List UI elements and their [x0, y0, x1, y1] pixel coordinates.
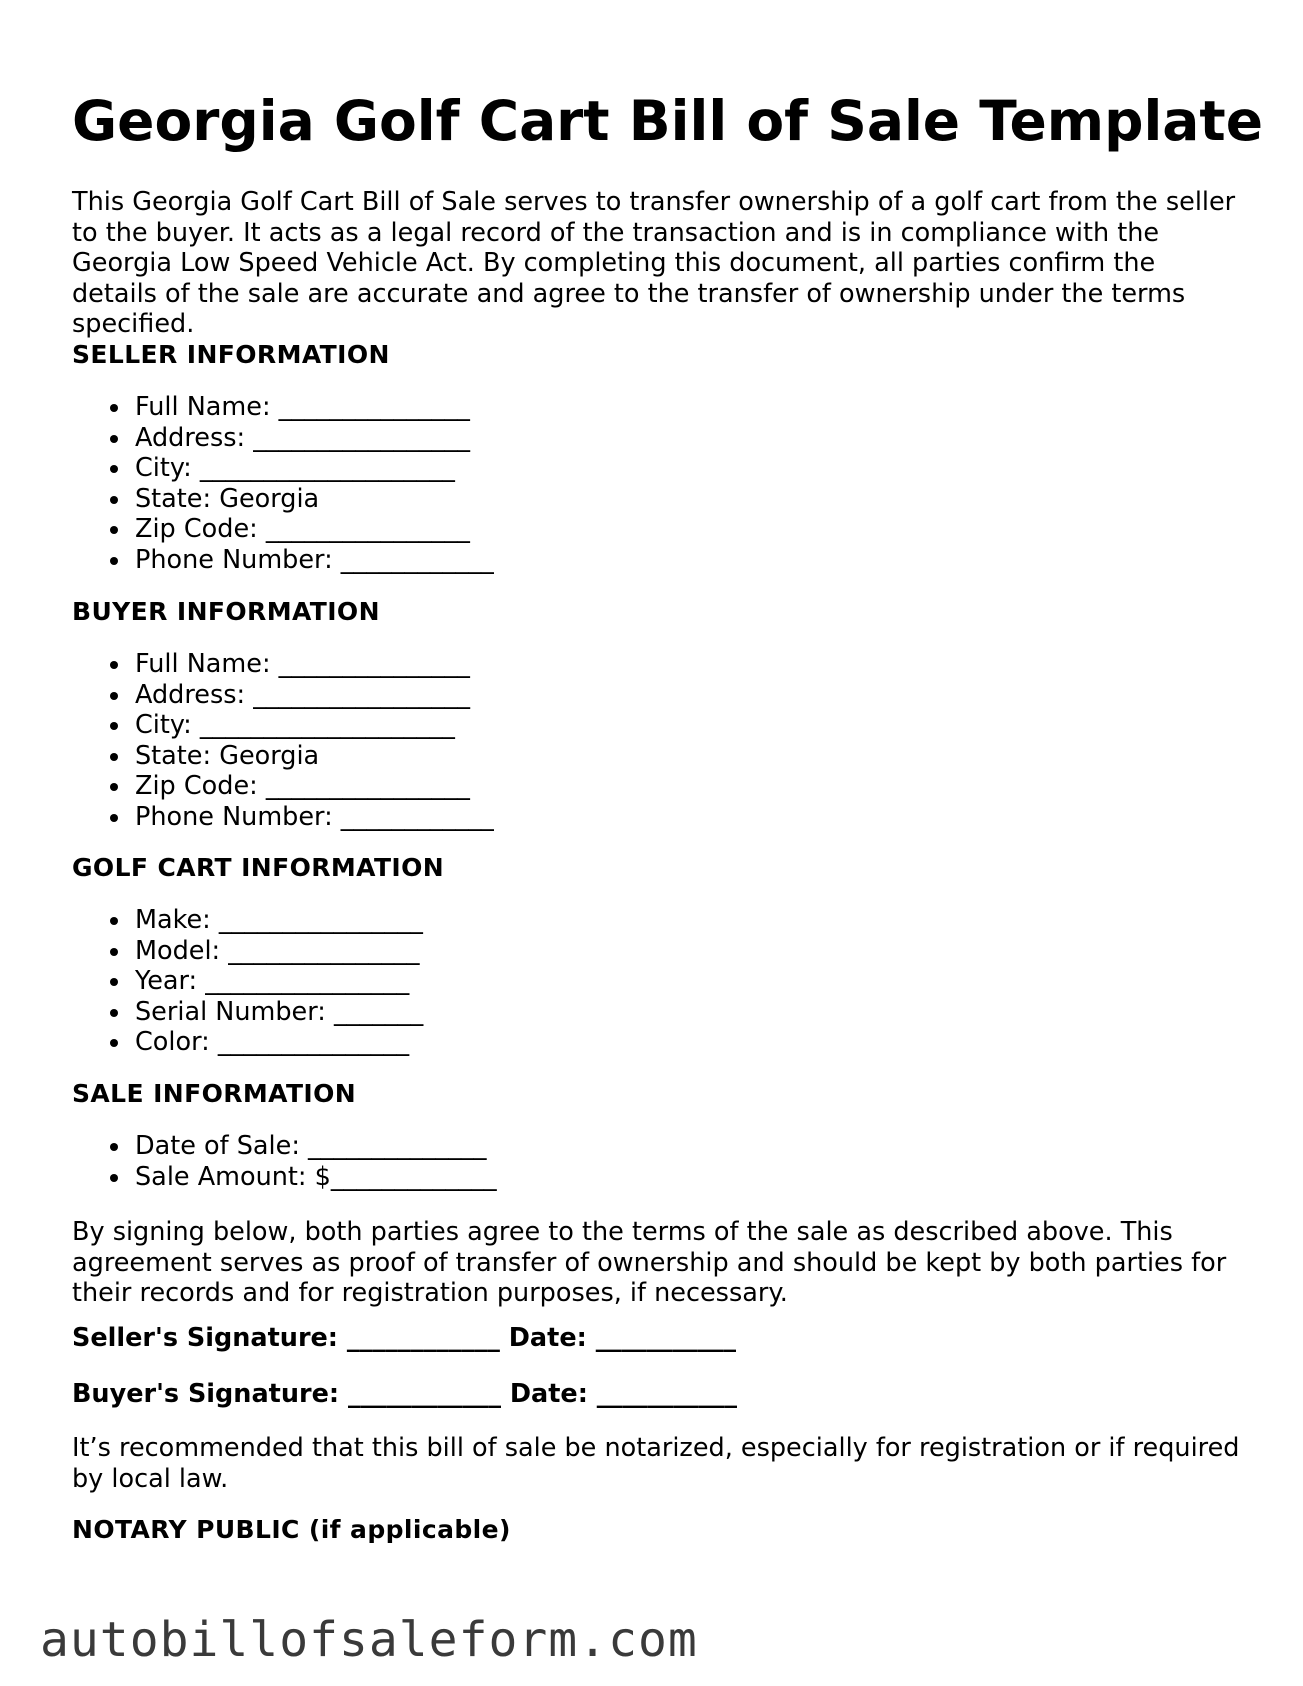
- cart-model-field: Model: _______________: [135, 936, 423, 967]
- seller-city-field: City: ____________________: [135, 453, 494, 484]
- buyer-city-field: City: ____________________: [135, 710, 494, 741]
- cart-make-field: Make: ________________: [135, 905, 423, 935]
- seller-signature-line: Seller's Signature: ____________ Date: ___________: [72, 1323, 736, 1353]
- seller-fields-list: [72, 392, 494, 575]
- cart-serial-number-field: Serial Number: _______: [135, 996, 424, 1027]
- buyer-state-field: State: Georgia: [135, 741, 494, 772]
- page-title: Georgia Golf Cart Bill of Sale Template: [72, 89, 1264, 153]
- seller-phone-field: Phone Number: ____________: [135, 544, 494, 575]
- seller-state-field: State: Georgia: [135, 484, 494, 515]
- buyer-zip-field: Zip Code: ________________: [135, 771, 494, 802]
- intro-paragraph: This Georgia Golf Cart Bill of Sale serves to transfer ownership of a golf cart from the seller to the buyer. It acts as a legal record of the transaction and is in compliance with the Georgia Low Speed Vehicle Act. By completing this document, all parties confirm the details of the sale are accurate and agree to the transfer of ownership under the terms specified.: [72, 187, 1236, 339]
- golf-cart-heading: GOLF CART INFORMATION: [72, 853, 445, 882]
- buyer-heading: BUYER INFORMATION: [72, 597, 380, 626]
- golf-cart-fields-list: [72, 905, 423, 1058]
- sale-heading: SALE INFORMATION: [72, 1079, 357, 1108]
- notarize-note: It’s recommended that this bill of sale be notarized, especially for registration or if required by local law.: [72, 1433, 1240, 1494]
- agreement-paragraph: By signing below, both parties agree to the terms of the sale as described above. This agreement serves as proof of transfer of ownership and should be kept by both parties for their records and for registration purposes, if necessary.: [72, 1217, 1227, 1308]
- cart-year-field: Year: ________________: [135, 966, 423, 997]
- buyer-phone-field: Phone Number: ____________: [135, 801, 494, 832]
- buyer-address-field: Address: _________________: [135, 680, 494, 711]
- seller-full-name-field: Full Name: _______________: [135, 392, 494, 423]
- seller-heading: SELLER INFORMATION: [72, 340, 390, 369]
- seller-zip-field: Zip Code: ________________: [135, 514, 494, 545]
- sale-date-field: Date of Sale: ______________: [135, 1131, 497, 1162]
- sale-fields-list: [72, 1131, 497, 1192]
- cart-color-field: Color: _______________: [135, 1027, 423, 1058]
- buyer-full-name-field: Full Name: _______________: [135, 649, 494, 680]
- notary-heading: NOTARY PUBLIC (if applicable): [72, 1515, 511, 1544]
- sale-amount-field: Sale Amount: $_____________: [135, 1161, 497, 1192]
- watermark-text: autobillofsaleform.com: [40, 1612, 698, 1668]
- buyer-signature-line: Buyer's Signature: ____________ Date: ___________: [72, 1379, 738, 1409]
- buyer-fields-list: [72, 649, 494, 832]
- seller-address-field: Address: _________________: [135, 423, 494, 454]
